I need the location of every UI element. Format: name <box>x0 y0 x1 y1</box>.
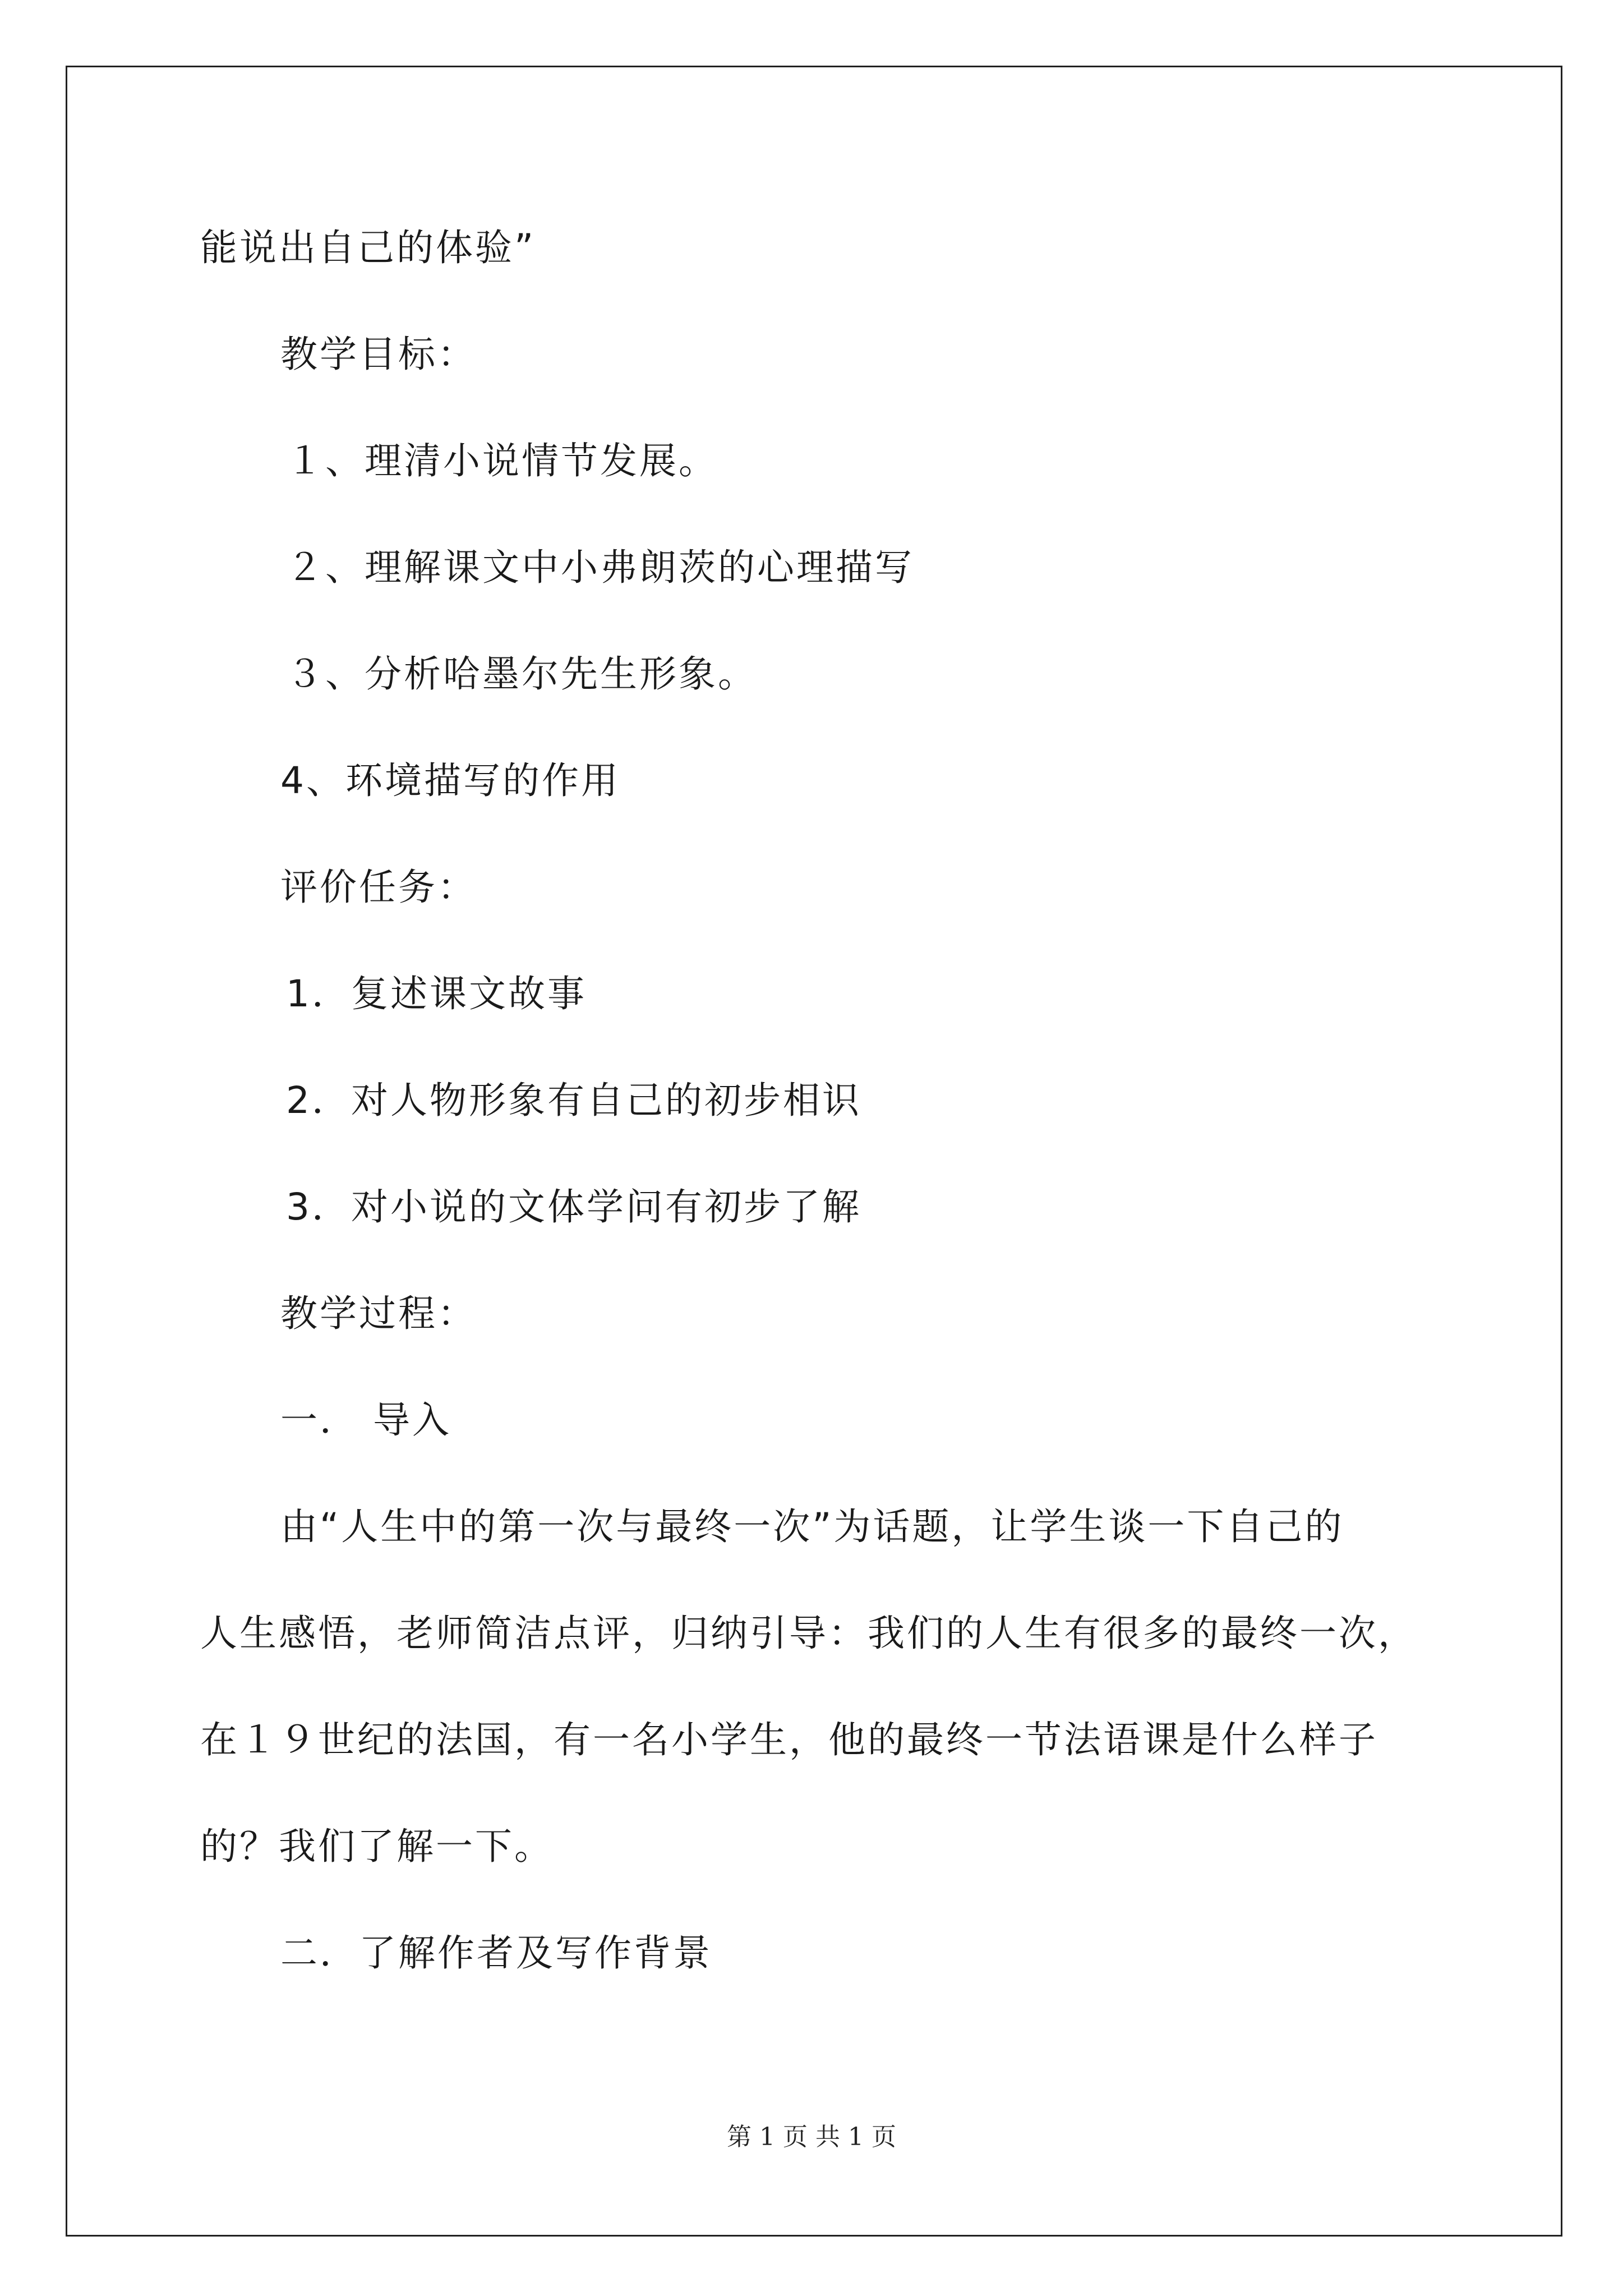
heading-evaluation-tasks: 评价任务： <box>280 866 477 909</box>
task-item-3: 3．对小说的文体学问有初步了解 <box>286 1185 861 1228</box>
heading-teaching-process: 教学过程： <box>280 1292 477 1335</box>
section-author-heading: 二．了解作者及写作背景 <box>280 1931 712 1975</box>
page-border <box>66 66 1562 2237</box>
paragraph-line-1: 由“人生中的第一次与最终一次”为话题，让学生谈一下自己的 <box>280 1505 1344 1548</box>
paragraph-line-4: 的？我们了解一下。 <box>200 1825 554 1868</box>
page-footer: 第 1 页 共 1 页 <box>727 2123 896 2151</box>
paragraph-line-3: 在１９世纪的法国，有一名小学生，他的最终一节法语课是什么样子 <box>200 1718 1378 1761</box>
goal-item-1: １、理清小说情节发展。 <box>286 439 718 482</box>
goal-item-2: ２、理解课文中小弗朗茨的心理描写 <box>286 546 914 589</box>
text-line-1: 能说出自己的体验” <box>200 226 536 269</box>
goal-item-4: 4、环境描写的作用 <box>280 759 620 802</box>
section-intro-heading: 一． 导入 <box>280 1398 451 1442</box>
goal-item-3: ３、分析哈墨尔先生形象。 <box>286 652 757 696</box>
heading-teaching-goals: 教学目标： <box>280 333 477 376</box>
task-item-1: 1．复述课文故事 <box>286 972 587 1015</box>
paragraph-line-2: 人生感悟，老师简洁点评，归纳引导：我们的人生有很多的最终一次， <box>200 1612 1417 1655</box>
task-item-2: 2．对人物形象有自己的初步相识 <box>286 1079 861 1122</box>
